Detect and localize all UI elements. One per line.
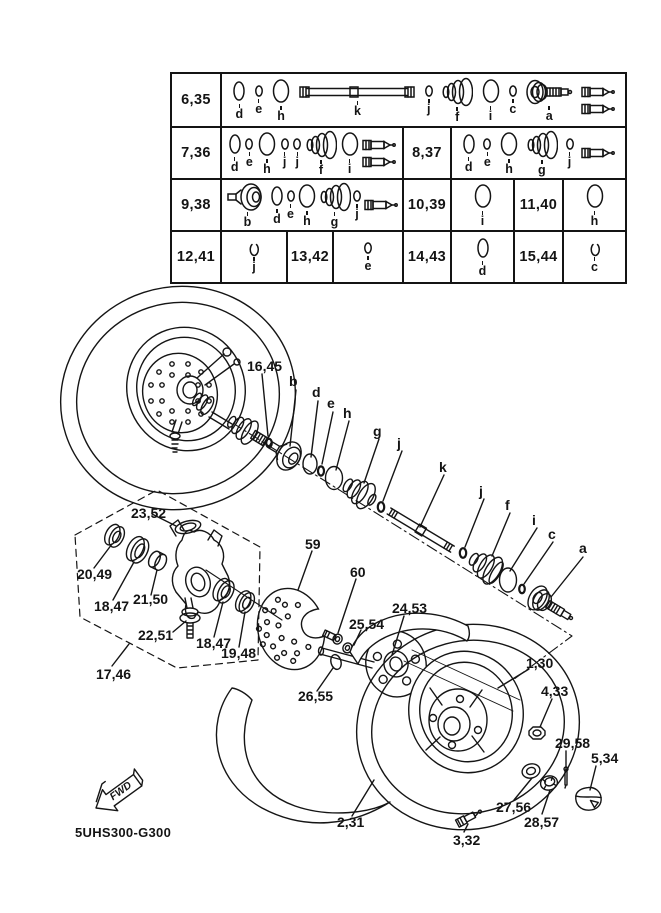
part-code: 5UHS300-G300: [75, 825, 172, 840]
callout-letter-d: d: [312, 384, 321, 400]
part-letter: j: [427, 102, 431, 117]
part-letter: j: [252, 259, 256, 274]
part-letter: e: [287, 207, 294, 222]
callout-59: 59: [305, 536, 321, 552]
part-number-cell: 15,44: [513, 230, 562, 282]
part-letter: j: [295, 155, 300, 170]
part-letter: e: [245, 155, 253, 170]
washer-27-56: [520, 762, 541, 780]
part-number-cell: 11,40: [513, 178, 562, 230]
cap-5-34: [573, 785, 603, 814]
callout-letter-a: a: [579, 540, 587, 556]
callout-letter-c: c: [548, 526, 556, 542]
callout-2-31: 2,31: [337, 814, 365, 830]
callout-18-47: 18,47: [196, 635, 232, 651]
part-letter: c: [509, 102, 517, 117]
callout-25-54: 25,54: [349, 616, 385, 632]
part-letter: h: [263, 161, 271, 176]
part-letter: j: [567, 155, 572, 170]
callout-27-56: 27,56: [496, 799, 532, 815]
callout-24-53: 24,53: [392, 600, 428, 616]
callout-letter-h: h: [343, 405, 352, 421]
part-number-cell: 9,38: [172, 178, 220, 230]
part-letter: d: [230, 159, 239, 174]
part-letter: d: [273, 211, 281, 226]
part-letter: j: [355, 207, 359, 222]
callout-16-45: 16,45: [247, 358, 283, 374]
callout-4-33: 4,33: [541, 683, 569, 699]
part-letter: j: [282, 155, 287, 170]
bearing-18-47b: [210, 576, 238, 606]
shaft-k: [387, 507, 455, 553]
knuckle-cluster: [102, 518, 282, 638]
callout-21-50: 21,50: [133, 591, 169, 607]
washer-e: [318, 466, 324, 475]
callout-1-30: 1,30: [526, 655, 554, 671]
part-number-cell: 8,37: [402, 126, 450, 178]
callout-letter-k: k: [439, 459, 447, 475]
callout-26-55: 26,55: [298, 688, 334, 704]
part-letter: f: [318, 162, 324, 177]
tire-sidewall: [216, 688, 390, 823]
callout-letter-b: b: [289, 373, 298, 389]
callout-20-49: 20,49: [77, 566, 113, 582]
part-letter: k: [353, 103, 361, 118]
callout-letter-j: j: [397, 435, 401, 451]
part-letter: i: [480, 213, 485, 228]
part-number-cell: 14,43: [402, 230, 450, 282]
part-letter: g: [537, 162, 546, 177]
part-letter: d: [464, 159, 473, 174]
part-letter: e: [483, 155, 491, 170]
callout-3-32: 3,32: [453, 832, 481, 848]
front-wheel: [31, 256, 324, 540]
part-letter: d: [478, 263, 487, 278]
callout-19-48: 19,48: [221, 645, 257, 661]
seal-20-49: [102, 522, 128, 550]
part-letter: h: [590, 213, 599, 228]
part-number-cell: 10,39: [402, 178, 450, 230]
brake-disc-guard: [249, 580, 338, 677]
callout-28-57: 28,57: [524, 814, 560, 830]
part-number-cell: 7,36: [172, 126, 220, 178]
valve-stem-3-32: [456, 807, 484, 827]
callout-17-46: 17,46: [96, 666, 132, 682]
part-letter: c: [591, 259, 598, 274]
callout-letter-f: f: [505, 497, 510, 513]
nut-4-33: [529, 727, 545, 739]
part-letter: h: [277, 108, 285, 123]
part-letter: e: [255, 102, 263, 117]
boot-g: [338, 472, 382, 514]
part-letter: h: [303, 213, 311, 228]
part-letter: i: [488, 108, 493, 123]
washer-c: [519, 585, 525, 593]
part-letter: i: [347, 161, 352, 176]
callout-18-47: 18,47: [94, 598, 130, 614]
callout-23-52: 23,52: [131, 505, 167, 521]
callout-letter-i: i: [532, 512, 536, 528]
callout-letter-e: e: [327, 395, 335, 411]
part-number-cell: 12,41: [172, 230, 220, 282]
bolt-60: [322, 628, 344, 645]
callout-22-51: 22,51: [138, 627, 174, 643]
fwd-label: FWD: [107, 779, 135, 804]
nut-28-57: [539, 774, 559, 792]
part-letter: b: [243, 214, 252, 229]
part-letter: h: [505, 161, 513, 176]
part-number-cell: 13,42: [286, 230, 332, 282]
part-letter: f: [455, 109, 460, 124]
callout-60: 60: [350, 564, 366, 580]
callout-5-34: 5,34: [591, 750, 619, 766]
part-number-cell: 6,35: [181, 92, 211, 108]
spacer-21-50: [146, 549, 169, 572]
part-letter: g: [330, 214, 339, 229]
part-letter: e: [364, 259, 372, 274]
ring-i: [500, 568, 517, 592]
washer-j1: [378, 502, 384, 512]
callout-letter-j: j: [479, 483, 483, 499]
fwd-arrow: [87, 763, 149, 820]
callout-29-58: 29,58: [555, 735, 591, 751]
part-letter: a: [545, 108, 553, 123]
washer-j2: [460, 548, 466, 558]
o-ring-26-55: [329, 653, 343, 670]
part-letter: d: [235, 106, 244, 121]
callout-letter-g: g: [373, 423, 382, 439]
